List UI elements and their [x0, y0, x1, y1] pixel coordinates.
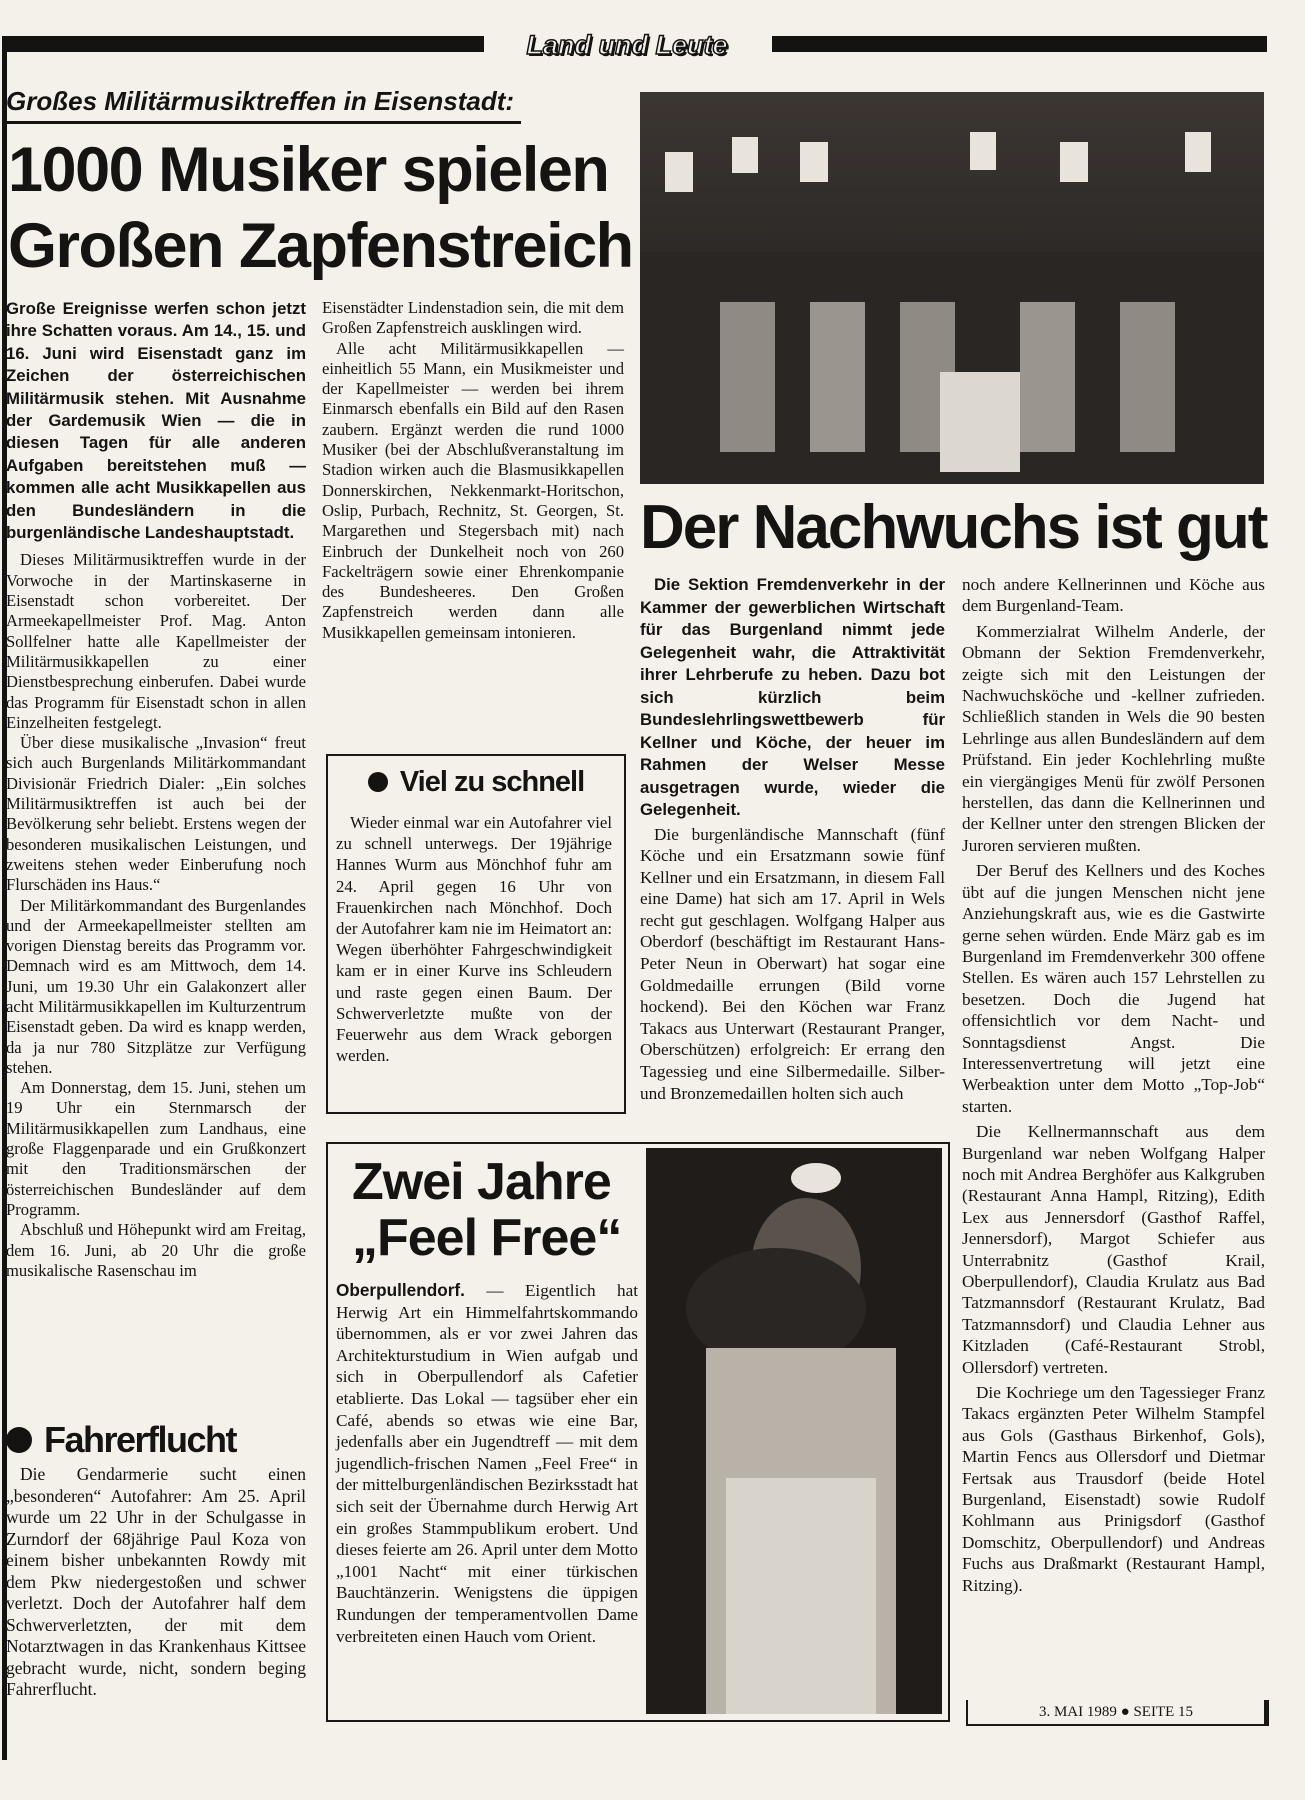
bullet-icon [6, 1427, 32, 1453]
article-paragraph: Der Militärkommandant des Burgenlandes und der Armeekapellmeister stellten am vorigen Dienstag bereits das Programm vor. Demnach wird es am Mittwoch, dem 14. Juni, um 19.30 Uhr ein Galakonzert aller acht Militärmusikkapellen im Kulturzentrum Eisenstadt geben. Da wird es knapp werden, da ja nur 780 Sitzplätze zur Verfügung stehen. [6, 895, 306, 1077]
fahrerflucht-headline: Fahrerflucht [44, 1419, 237, 1460]
nachwuchs-col-b [962, 574, 1265, 1596]
viel-zu-schnell-headline: Viel zu schnell [399, 766, 585, 798]
footer-date-box [966, 1700, 1269, 1726]
section-title: Land und Leute [526, 30, 728, 60]
article-lead: Große Ereignisse werfen schon jetzt ihre Schatten voraus. Am 14., 15. und 16. Juni wird Eisenstadt ganz im Zeichen der österreichischen Militärmusik stehen. Mit Ausnahme der Gardemusik Wien — die in diesen Tagen für alle anderen Aufgaben bereitstehen muß — kommen alle acht Musikkapellen aus den Bundesländern in die burgenländische Landeshauptstadt. [6, 299, 306, 543]
nachwuchs-paragraph: Die Kellnermannschaft aus dem Burgenland war neben Wolfgang Halper noch mit Andrea Berghöfer aus Kalkgruben (Restaurant Anna Hampl, Ritzing), Edith Lex aus Jennersdorf (Gasthof Raffel, Jennersdorf), Margot Schiefer aus Unterrabnitz (Gasthof Krail, Oberpullendorf), Claudia Krulatz aus Bad Tatzmannsdorf (Restaurant Krulatz, Bad Tatzmannsdorf) und Claudia Lehner aus Kitzladen (Café-Restaurant Strobl, Ollersdorf) vertreten. [962, 1122, 1265, 1377]
viel-zu-schnell-text: Wieder einmal war ein Autofahrer viel zu schnell unterwegs. Der 19jährige Hannes Wurm aus Mönchhof fuhr am 24. April gegen 16 Uhr von Frauenkirchen nach Mönchhof. Doch der Autofahrer kam nie im Heimatort an: Wegen überhöhter Fahrgeschwindigkeit kam er in einer Kurve ins Schleudern und raste gegen einen Baum. Der Schwerverletzte mußte von der Feuerwehr aus dem Wrack geborgen werden. [336, 813, 612, 1066]
article-col-1 [6, 298, 306, 1281]
headline-line-1: 1000 Musiker spielen [8, 135, 609, 205]
bullet-icon [368, 772, 388, 792]
nachwuchs-paragraph: Kommerzialrat Wilhelm Anderle, der Obmann der Sektion Fremdenverkehr, zeigte sich mit den Leistungen der Nachwuchsköche und -kellner zufrieden. Schließlich standen in Wels die 90 besten Lehrlinge aus allen Bundesländern auf dem Prüfstand. Ein jeder Kochlehrling mußte ein viergängiges Menü für zwölf Personen herstellen, das dann die Kellnerinnen und der Kellner unter den strengen Blicken der Juroren servieren mußten. [962, 621, 1265, 855]
photo-placeholder-graphic [646, 1148, 942, 1714]
kicker-rule [6, 121, 521, 124]
article-paragraph: Abschluß und Höhepunkt wird am Freitag, dem 16. Juni, ab 20 Uhr die große musikalische Rasenschau im [6, 1220, 306, 1280]
article-paragraph: Dieses Militärmusiktreffen wurde in der Vorwoche in der Martinskaserne in Eisenstadt schon vorbereitet. Der Armeekapellmeister Prof. Mag. Anton Sollfelner hatte alle Kapellmeister der Militärmusikkapellen zu einer Dienstbesprechung einberufen. Dabei wurde das Programm für Eisenstadt schon in allen Einzelheiten festgelegt. [6, 550, 306, 732]
feel-free-headline-1: Zwei Jahre [352, 1153, 611, 1211]
nachwuchs-paragraph: Der Beruf des Kellners und des Koches übt auf die jungen Menschen nicht jene Anziehungskraft aus, wie es die Gastwirte gerne sehen würden. Ende März gab es im Burgenland im Fremdenverkehr 300 offene Stellen. Es wären auch 157 Lehrstellen zu besetzen. Doch die Jugend hat offensichtlich vor dem Nacht- und Sonntagsdienst Angst. Die Interessenvertretung will jetzt eine Werbeaktion unter dem Motto „Top-Job“ starten. [962, 861, 1265, 1116]
photo-placeholder-graphic [640, 92, 1264, 484]
article-paragraph: Eisenstädter Lindenstadion sein, die mit dem Großen Zapfenstreich ausklingen wird. [322, 298, 624, 338]
article-paragraph: Über diese musikalische „Invasion“ freut sich auch Burgenlands Militärkommandant Divisionär Friedrich Dialer: „Ein solches Militärmusiktreffen ist auch bei der Bevölkerung sehr beliebt. Erstens wegen der besonderen musikalischen Leistungen, und zweitens stehen weder Einberufung noch Flurschäden ins Haus.“ [6, 733, 306, 895]
nachwuchs-col-a [640, 574, 945, 1104]
feel-free-headline-2: „Feel Free“ [352, 1209, 622, 1267]
fahrerflucht-section [6, 1418, 306, 1701]
feel-free-box [326, 1142, 950, 1722]
header-rule-right [772, 36, 1267, 52]
feel-free-text: — Eigentlich hat Herwig Art ein Himmelfahrtskommando übernommen, als er vor zwei Jahren das Architekturstudium in Wien aufgab und sich in Oberpullendorf als Cafetier etablierte. Das Lokal — tagsüber eher ein Café, abends so etwas wie eine Bar, jedenfalls aber ein Jugendtreff — mit dem jugendlich-frischen Namen „Feel Free“ in der mittelburgenländischen Bezirksstadt hat sich seit der Übernahme durch Herwig Art ein großes Stammpublikum erobert. Und dieses feierte am 26. April unter dem Motto „1001 Nacht“ mit einer türkischen Bauchtänzerin. Wenigstens die üppigen Rundungen der temperamentvollen Dame verbreiteten einen Hauch vom Orient. [336, 1281, 638, 1646]
article-paragraph: Am Donnerstag, dem 15. Juni, stehen um 19 Uhr ein Sternmarsch der Militärmusikkapellen zum Landhaus, eine große Flaggenparade und ein Grußkonzert mit den Traditionsmärschen der österreichischen Bundesländer auf dem Programm. [6, 1078, 306, 1219]
photo-cooks-waitresses [640, 92, 1264, 484]
article-col-2 [322, 298, 624, 643]
article-paragraph: Alle acht Militärmusikkapellen — einheitlich 55 Mann, ein Musikmeister und der Kapellmeister — werden bei ihrem Einmarsch ebenfalls ein Bild auf den Rasen zaubern. Ergänzt werden die rund 1000 Musiker (bei der Abschlußveranstaltung im Stadion wirken auch die Blasmusikkapellen Donnerskirchen, Nekkenmarkt-Horitschon, Oslip, Purbach, Rechnitz, St. Georgen, St. Margarethen und Stegersbach mit) nach Einbruch der Dunkelheit noch von 260 Fackelträgern sowie einer Ehrenkompanie des Bundesheeres. Den Großen Zapfenstreich werden dann alle Musikkapellen gemeinsam intonieren. [322, 338, 624, 642]
viel-zu-schnell-box [326, 754, 626, 1114]
headline-line-2: Großen Zapfenstreich [8, 211, 633, 281]
article-kicker: Großes Militärmusiktreffen in Eisenstadt: [6, 86, 515, 116]
header-rule-left [2, 36, 484, 52]
nachwuchs-paragraph: Die burgenländische Mannschaft (fünf Köche und ein Ersatzmann sowie fünf Kellner und ein Ersatzmann, in diesem Fall eine Dame) hat sich am 17. April in Wels recht gut geschlagen. Wolfgang Halper aus Oberdorf (beschäftigt im Restaurant Hans-Peter Neun in Oberwart) hat sogar eine Goldmedaille errungen (Bild vorne hockend). Bei den Köchen war Franz Takacs aus Unterwart (Restaurant Pranger, Oberschützen) erfolgreich: Er errang den Tagessieg und eine Silbermedaille. Silber- und Bronzemedaillen holten sich auch [640, 824, 945, 1103]
feel-free-text-block [336, 1280, 638, 1647]
feel-free-dateline: Oberpullendorf. [336, 1280, 465, 1300]
photo-belly-dancer [646, 1148, 942, 1714]
nachwuchs-paragraph: noch andere Kellnerinnen und Köche aus dem Burgenland-Team. [962, 575, 1265, 616]
nachwuchs-headline: Der Nachwuchs ist gut [640, 493, 1267, 562]
nachwuchs-paragraph: Die Kochriege um den Tagessieger Franz Takacs ergänzten Peter Wilhelm Stampfel aus Gols (Gasthaus Birkenhof, Gols), Martin Fencs aus Ollersdorf und Dietmar Fertsak aus Trausdorf (beide Hotel Burgenland, Eisenstadt) sowie Rudolf Kohlmann aus Prinigsdorf (Gasthof Domschitz, Oberpullendorf) und Andreas Fuchs aus Draßmarkt (Restaurant Hampl, Ritzing). [962, 1383, 1265, 1595]
fahrerflucht-text: Die Gendarmerie sucht einen „besonderen“ Autofahrer: Am 25. April wurde um 22 Uhr in der Schulgasse in Zurndorf der 68jährige Paul Koza von einem bisher unbekannten Rowdy mit dem Pkw niedergestoßen und schwer verletzt. Doch der Autofahrer half dem Schwerverletzten, der mit dem Notarztwagen in das Krankenhaus Kittsee gebracht wurde, nicht, sondern beging Fahrerflucht. [6, 1464, 306, 1699]
footer-date-page: 3. MAI 1989 ● SEITE 15 [1038, 1704, 1194, 1720]
nachwuchs-lead: Die Sektion Fremdenverkehr in der Kammer der gewerblichen Wirtschaft für das Burgenland nimmt jede Gelegenheit wahr, die Attraktivität ihrer Lehrberufe zu heben. Dazu bot sich kürzlich beim Bundeslehrlingswettbewerb für Kellner und Köche, der heuer im Rahmen der Welser Messe ausgetragen wurde, wieder die Gelegenheit. [640, 575, 945, 819]
